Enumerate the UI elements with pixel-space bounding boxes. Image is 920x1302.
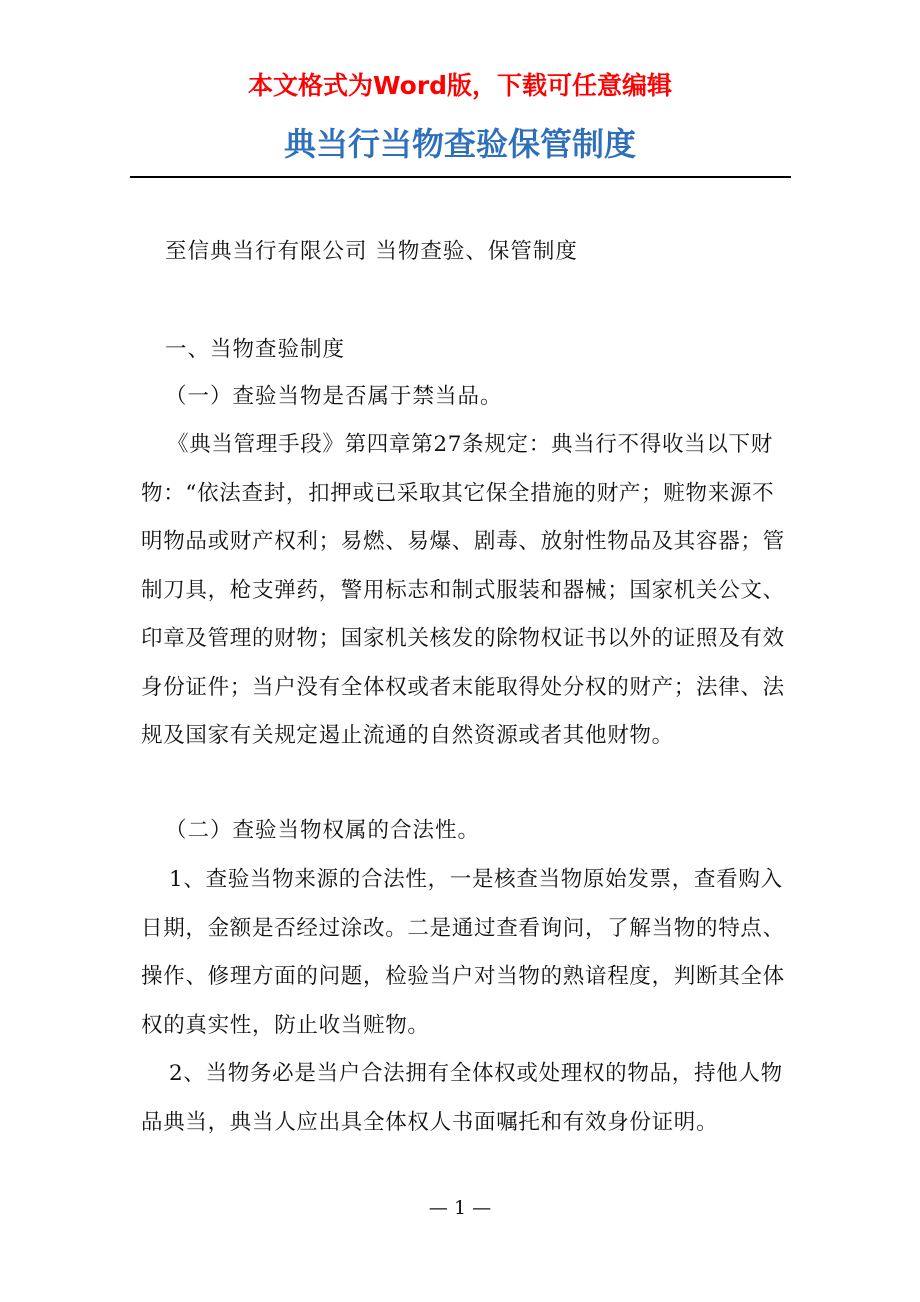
section-heading: 一、当物查验制度	[165, 337, 346, 362]
company-subtitle: 至信典当行有限公司 当物查验、保管制度	[165, 239, 578, 264]
download-notice: 本文格式为Word版，下载可任意编辑	[247, 71, 673, 100]
subsection-heading-2: （二）查验当物权属的合法性。	[165, 818, 481, 843]
title-divider	[130, 176, 791, 178]
paragraph-source-legality: 1、查验当物来源的合法性，一是核查当物原始发票，查看购入日期，金额是否经过涂改。二是通过查看询问，了解当物的特点、操作、修理方面的问题，检验当户对当物的熟谙程度，判断其全体权的真实性，防止收当赃物。	[141, 867, 785, 1038]
paragraph-ownership: 2、当物务必是当户合法拥有全体权或处理权的物品，持他人物品典当，典当人应出具全体权人书面嘱托和有效身份证明。	[141, 1061, 783, 1135]
subsection-heading-1: （一）查验当物是否属于禁当品。	[165, 384, 503, 409]
paragraph-prohibited-items: 《典当管理手段》第四章第27条规定：典当行不得收当以下财物：“依法查封，扣押或已采取其它保全措施的财产；赃物来源不明物品或财产权利；易燃、易爆、剧毒、放射性物品及其容器；管制刀具，枪支弹药，警用标志和制式服装和器械；国家机关公文、印章及管理的财物；国家机关核发的除物权证书以外的证照及有效身份证件；当户没有全体权或者末能取得处分权的财产；法律、法规及国家有关规定遏止流通的自然资源或者其他财物。	[141, 432, 785, 748]
document-title: 典当行当物查验保管制度	[283, 125, 636, 163]
page-number: — 1 —	[428, 1197, 492, 1219]
